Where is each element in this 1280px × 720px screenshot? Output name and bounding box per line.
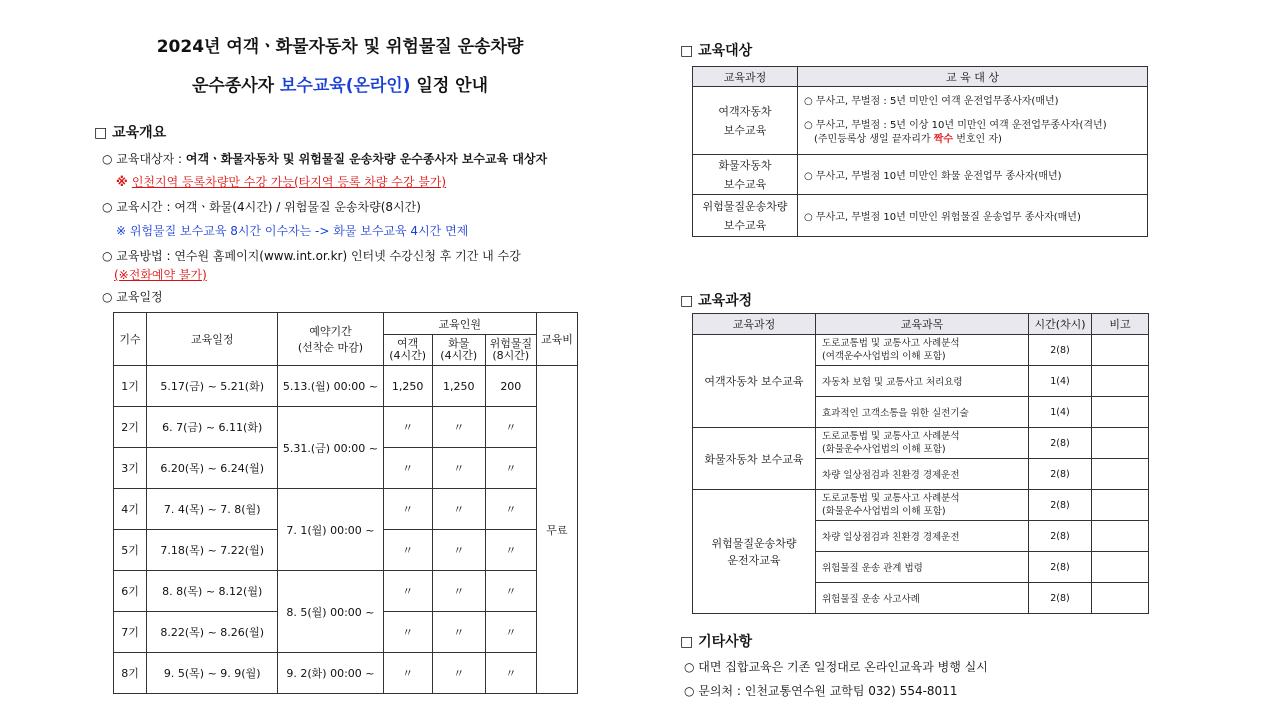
method-line: ○ 교육방법 : 연수원 홈페이지(www.int.or.kr) 인터넷 수강신청 후 기간 내 수강 [102, 249, 521, 263]
overview-heading: □ 교육개요 [94, 125, 167, 141]
header-course: 교육과정 [693, 314, 816, 335]
header-reservation: 예약기간 (선착순 마감) [278, 313, 383, 366]
schedule-table [113, 312, 578, 694]
etc-line-2: ○ 문의처 : 인천교통연수원 교학팀 032) 554-8011 [684, 684, 958, 698]
target-heading: □ 교육대상 [680, 43, 753, 59]
time-line: ○ 교육시간 : 여객ㆍ화물(4시간) / 위험물질 운송차량(8시간) [102, 200, 421, 214]
fee-cell: 무료 [536, 366, 577, 694]
etc-heading: □ 기타사항 [680, 634, 753, 650]
table-row: 차량 일상점검과 친환경 경제운전 2(8) [693, 521, 1149, 552]
time-note: ※ 위험물질 보수교육 8시간 이수자는 -> 화물 보수교육 4시간 면제 [116, 224, 469, 238]
header-hazmat: 위험물질 (8시간) [485, 335, 536, 366]
table-row: 위험물질 운송 관계 법령 2(8) [693, 552, 1149, 583]
table-row: 8기 9. 5(목) ~ 9. 9(월) 9. 2(화) 00:00 ~ 〃 〃 〃 [114, 653, 578, 694]
etc-line-1: ○ 대면 집합교육은 기존 일정대로 온라인교육과 병행 실시 [684, 660, 988, 674]
header-hours: 시간(차시) [1029, 314, 1092, 335]
table-row: 4기 7. 4(목) ~ 7. 8(월) 7. 1(월) 00:00 ~ 〃 〃 〃 [114, 489, 578, 530]
table-row: 6기 8. 8(목) ~ 8.12(월) 8. 5(월) 00:00 ~ 〃 〃 〃 [114, 571, 578, 612]
table-row: 여객자동차 보수교육 도로교통법 및 교통사고 사례분석 (여객운수사업법의 이해 포함) 2(8) [693, 335, 1149, 366]
header-passenger: 여객 (4시간) [383, 335, 432, 366]
header-term: 기수 [114, 313, 147, 366]
table-row: 자동차 보험 및 교통사고 처리요령 1(4) [693, 366, 1149, 397]
table-row: 위험물질운송차량 보수교육 ○ 무사고, 무벌점 10년 미만인 위험물질 운송업무 종사자(매년) [693, 195, 1148, 237]
table-row: 위험물질 운송 사고사례 2(8) [693, 583, 1149, 614]
header-course: 교육과정 [693, 67, 798, 87]
header-remark: 비고 [1092, 314, 1149, 335]
table-row: 5기 7.18(목) ~ 7.22(월) 〃 〃 〃 [114, 530, 578, 571]
table-row: 화물자동차 보수교육 ○ 무사고, 무벌점 10년 미만인 화물 운전업무 종사자(매년) [693, 155, 1148, 195]
header-cargo: 화물 (4시간) [432, 335, 485, 366]
table-row: 1기 5.17(금) ~ 5.21(화) 5.13.(월) 00:00 ~ 1,250 1,250 200 무료 [114, 366, 578, 407]
page-subtitle: 운수종사자 보수교육(온라인) 일정 안내 [191, 76, 489, 96]
course-table [692, 313, 1149, 614]
table-row: 여객자동차 보수교육 ○ 무사고, 무벌점 : 5년 미만인 여객 운전업무종사자(매년) ○ 무사고, 무벌점 : 5년 이상 10년 미만인 여객 운전업무종사자(격년) (주민등록상 생일 끝자리가 짝수 번호인 자) [693, 87, 1148, 155]
header-dates: 교육일정 [147, 313, 278, 366]
table-row: 2기 6. 7(금) ~ 6.11(화) 5.31.(금) 00:00 ~ 〃 〃 〃 [114, 407, 578, 448]
course-heading: □ 교육과정 [680, 293, 753, 309]
page-title: 2024년 여객ㆍ화물자동차 및 위험물질 운송차량 운수종사자 보수교육(온라인) 일정 안내 [120, 32, 560, 96]
target-table [692, 66, 1148, 237]
method-note: (※전화예약 불가) [114, 268, 207, 282]
header-target: 교 육 대 상 [798, 67, 1148, 87]
header-subject: 교육과목 [816, 314, 1029, 335]
table-row: 효과적인 고객소통을 위한 실전기술 1(4) [693, 397, 1149, 428]
table-row: 위험물질운송차량 운전자교육 도로교통법 및 교통사고 사례분석 (화물운수사업법의 이해 포함) 2(8) [693, 490, 1149, 521]
table-row: 3기 6.20(목) ~ 6.24(월) 〃 〃 〃 [114, 448, 578, 489]
schedule-label: ○ 교육일정 [102, 290, 163, 304]
header-capacity: 교육인원 [383, 313, 536, 335]
header-fee: 교육비 [536, 313, 577, 366]
table-row: 화물자동차 보수교육 도로교통법 및 교통사고 사례분석 (화물운수사업법의 이해 포함) 2(8) [693, 428, 1149, 459]
table-row: 7기 8.22(목) ~ 8.26(월) 〃 〃 〃 [114, 612, 578, 653]
target-note: ※ 인천지역 등록차량만 수강 가능(타지역 등록 차량 수강 불가) [116, 175, 447, 189]
table-row: 차량 일상점검과 친환경 경제운전 2(8) [693, 459, 1149, 490]
target-line: ○ 교육대상자 : 여객ㆍ화물자동차 및 위험물질 운송차량 운수종사자 보수교육 대상자 [102, 152, 548, 166]
